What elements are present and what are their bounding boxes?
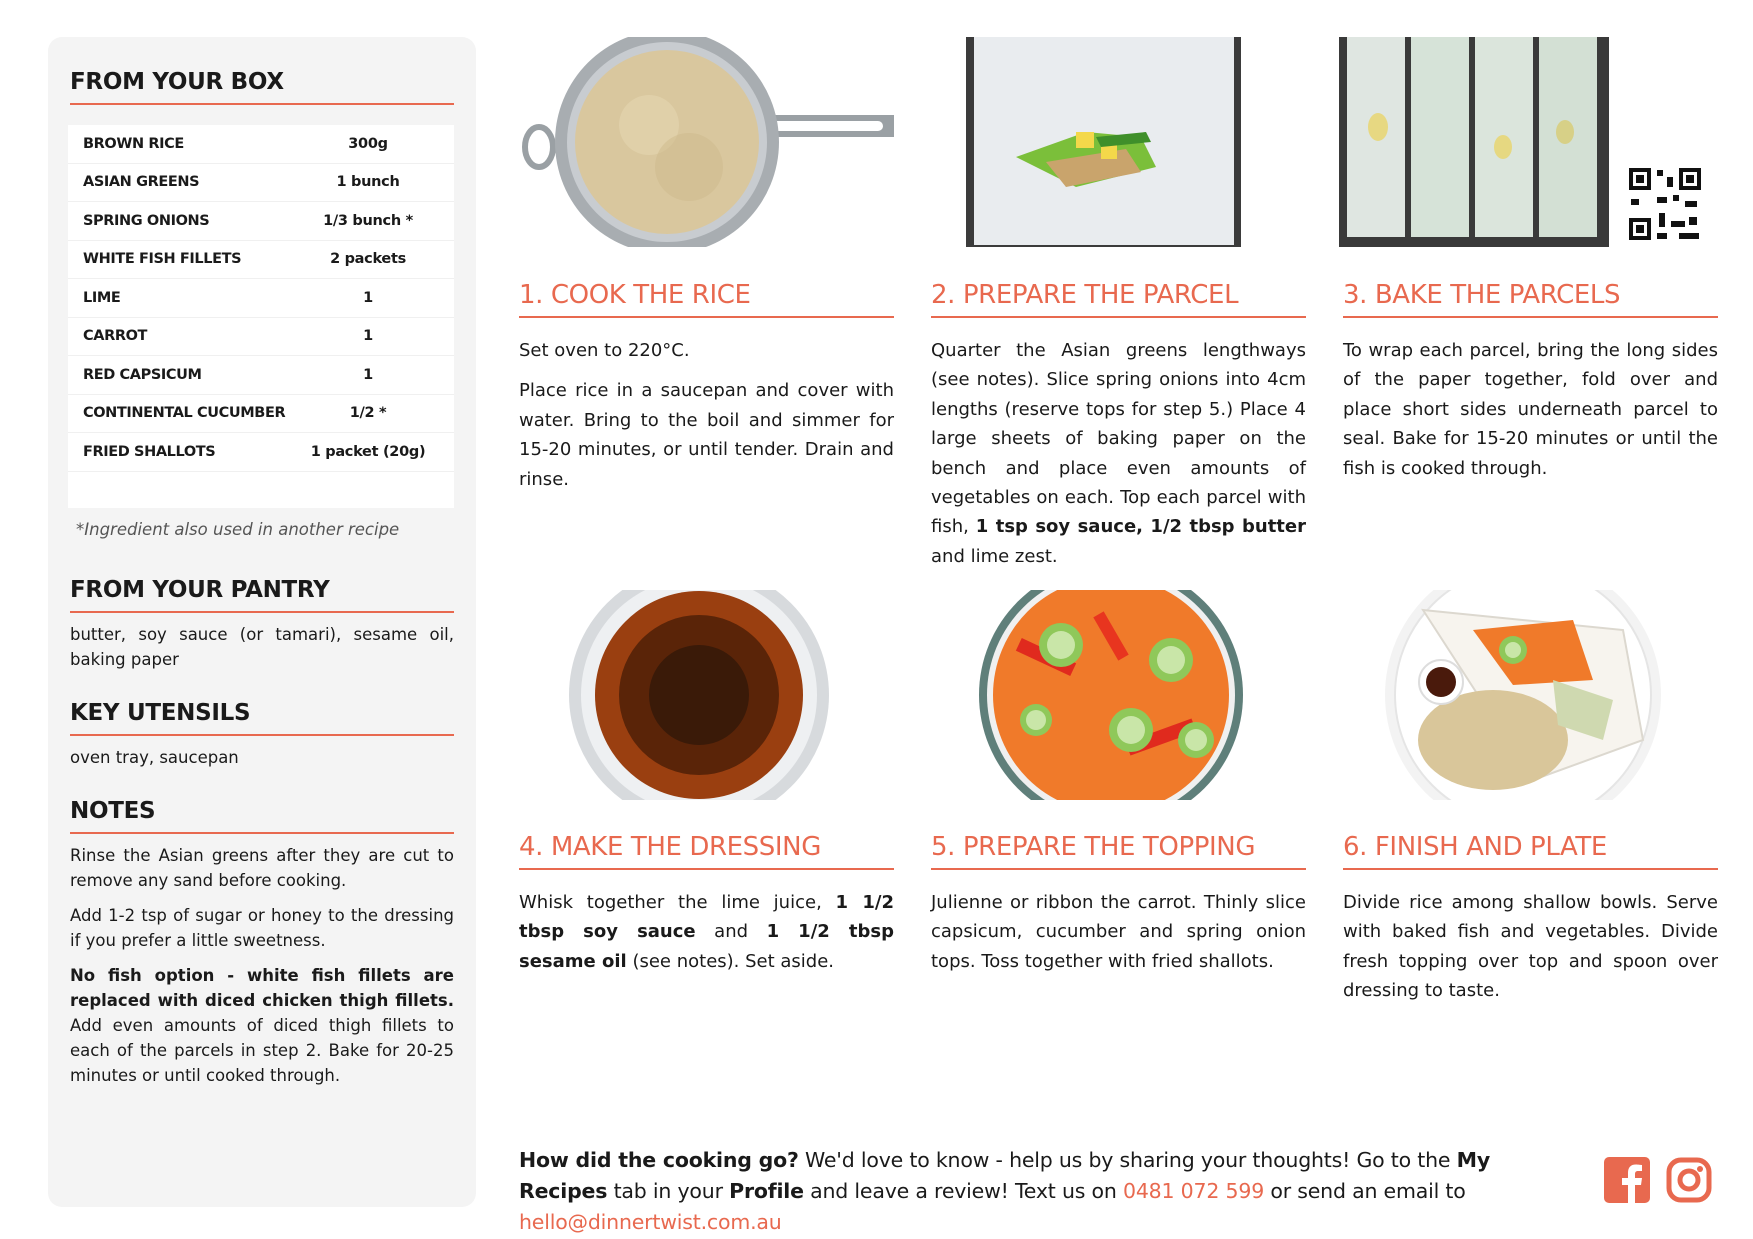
ingredient-qty: 1 — [363, 366, 373, 383]
phone-link[interactable]: 0481 072 599 — [1123, 1179, 1265, 1203]
step-5-text: Julienne or ribbon the carrot. Thinly slice capsicum, cucumber and spring onion tops. Toss together with fried shallots. — [931, 892, 1306, 972]
qr-code-icon — [1623, 162, 1707, 246]
ingredient-name: RED CAPSICUM — [83, 366, 202, 383]
ingredient-name: SPRING ONIONS — [83, 212, 210, 229]
ingredient-qty: 1 packet (20g) — [310, 443, 426, 460]
sidebar — [48, 37, 476, 1207]
feedback-footer — [519, 1145, 1574, 1238]
step-2-title: 2. PREPARE THE PARCEL — [931, 280, 1306, 318]
step-6-title: 6. FINISH AND PLATE — [1343, 832, 1718, 870]
table-row — [68, 279, 454, 318]
footer-text-4: or send an email to — [1264, 1179, 1466, 1203]
email-link[interactable]: hello@dinnertwist.com.au — [519, 1210, 782, 1234]
ingredient-qty: 1/2 * — [349, 405, 387, 422]
notes-heading: NOTES — [70, 798, 454, 834]
utensils-section — [70, 700, 454, 770]
step-6-body — [1343, 888, 1718, 1017]
step-1-body — [519, 336, 894, 505]
from-box-heading: FROM YOUR BOX — [70, 69, 454, 105]
ingredient-qty: 1/3 bunch * — [323, 212, 413, 229]
step-4-bold-2: 1 1/2 tbsp sesame oil — [519, 921, 894, 972]
step-5-title: 5. PREPARE THE TOPPING — [931, 832, 1306, 870]
footer-text-2: tab in your — [607, 1179, 730, 1203]
step-2-text-2: and lime zest. — [931, 545, 1058, 567]
step-3-text: To wrap each parcel, bring the long sides of the paper together, fold over and place short sides underneath parcel to seal. Bake for 15-20 minutes or until the fish is cooked through. — [1343, 340, 1718, 479]
table-row — [68, 125, 454, 164]
step-5-body — [931, 888, 1306, 987]
ingredient-name: CARROT — [83, 328, 148, 345]
ingredient-qty: 1 — [363, 328, 373, 345]
step-2-bold-1: 1 tsp soy sauce, 1/2 tbsp butter — [975, 516, 1306, 538]
notes-body — [70, 843, 454, 1088]
ingredient-name: BROWN RICE — [83, 135, 184, 152]
step-1-text-1: Set oven to 220°C. — [519, 340, 690, 361]
step-2-body — [931, 336, 1306, 582]
note-1: Rinse the Asian greens after they are cut to remove any sand before cooking. — [70, 846, 454, 890]
table-row — [68, 433, 454, 472]
step-4-text-3: (see notes). Set aside. — [626, 950, 835, 972]
step-4-bold-1: 1 1/2 tbsp soy sauce — [519, 892, 894, 943]
dressing-photo — [519, 590, 894, 800]
instagram-icon[interactable] — [1666, 1157, 1712, 1203]
note-2: Add 1-2 tsp of sugar or honey to the dressing if you prefer a little sweetness. — [70, 906, 454, 950]
step-4-text-2: and — [695, 921, 767, 943]
pantry-heading: FROM YOUR PANTRY — [70, 577, 454, 613]
feedback-question: How did the cooking go? — [519, 1148, 799, 1172]
footer-text-1: We'd love to know - help us by sharing your thoughts! Go to the — [798, 1148, 1457, 1172]
ingredient-name: WHITE FISH FILLETS — [83, 251, 242, 268]
table-row — [68, 356, 454, 395]
ingredient-name: ASIAN GREENS — [83, 174, 200, 191]
note-3-text: Add even amounts of diced thigh fillets to each of the parcels in step 2. Bake for 20-25 minutes or until cooked through. — [70, 1016, 454, 1085]
step-6-text: Divide rice among shallow bowls. Serve with baked fish and vegetables. Divide fresh topping over top and spoon over dressing to taste. — [1343, 892, 1718, 1002]
topping-photo — [926, 590, 1301, 800]
rice-photo — [519, 37, 894, 247]
ingredient-qty: 300g — [348, 135, 388, 152]
footer-text-3: and leave a review! Text us on — [803, 1179, 1123, 1203]
facebook-icon[interactable] — [1604, 1157, 1650, 1203]
utensils-heading: KEY UTENSILS — [70, 700, 454, 736]
ingredients-table — [68, 125, 454, 508]
step-4-text — [519, 888, 894, 976]
table-row — [68, 318, 454, 357]
pantry-section — [70, 577, 454, 672]
ingredient-qty: 2 packets — [330, 251, 406, 268]
step-4-title: 4. MAKE THE DRESSING — [519, 832, 894, 870]
pantry-text: butter, soy sauce (or tamari), sesame oil, baking paper — [70, 625, 454, 669]
utensils-text: oven tray, saucepan — [70, 748, 239, 767]
ingredient-name: FRIED SHALLOTS — [83, 443, 216, 460]
ingredient-name: CONTINENTAL CUCUMBER — [83, 405, 286, 422]
note-3-bold: No fish option - white fish fillets are replaced with diced chicken thigh fillets. — [70, 966, 454, 1010]
notes-section — [70, 798, 454, 1098]
ingredient-qty: 1 bunch — [336, 174, 400, 191]
step-1-title: 1. COOK THE RICE — [519, 280, 894, 318]
table-row — [68, 395, 454, 434]
step-3-body — [1343, 336, 1718, 494]
my-recipes-label: My Recipes — [519, 1148, 1491, 1203]
parcel-photo — [926, 37, 1301, 247]
step-3-title: 3. BAKE THE PARCELS — [1343, 280, 1718, 318]
from-box-section — [70, 69, 454, 105]
table-row — [68, 164, 454, 203]
step-2-text-1: Quarter the Asian greens lengthways (see notes). Slice spring onions into 4cm lengths (reserve tops for step 5.) Place 4 large sheets of baking paper on the bench and place even amounts of vegetables on each. Top each parcel with fish, — [931, 340, 1306, 538]
step-1-text-2: Place rice in a saucepan and cover with water. Bring to the boil and simmer for 15-20 minutes, or until tender. Drain and rinse. — [519, 380, 894, 490]
plated-photo — [1333, 590, 1708, 800]
step-2-text — [931, 336, 1306, 571]
baked-parcels-photo — [1333, 37, 1708, 247]
ingredient-name: LIME — [83, 289, 121, 306]
table-row — [68, 202, 454, 241]
profile-label: Profile — [729, 1179, 804, 1203]
ingredient-footnote: *Ingredient also used in another recipe — [76, 520, 400, 539]
ingredient-qty: 1 — [363, 289, 373, 306]
note-3 — [70, 963, 454, 1088]
step-4-text-1: Whisk together the lime juice, — [519, 892, 836, 913]
table-row — [68, 241, 454, 280]
step-4-body — [519, 888, 894, 987]
